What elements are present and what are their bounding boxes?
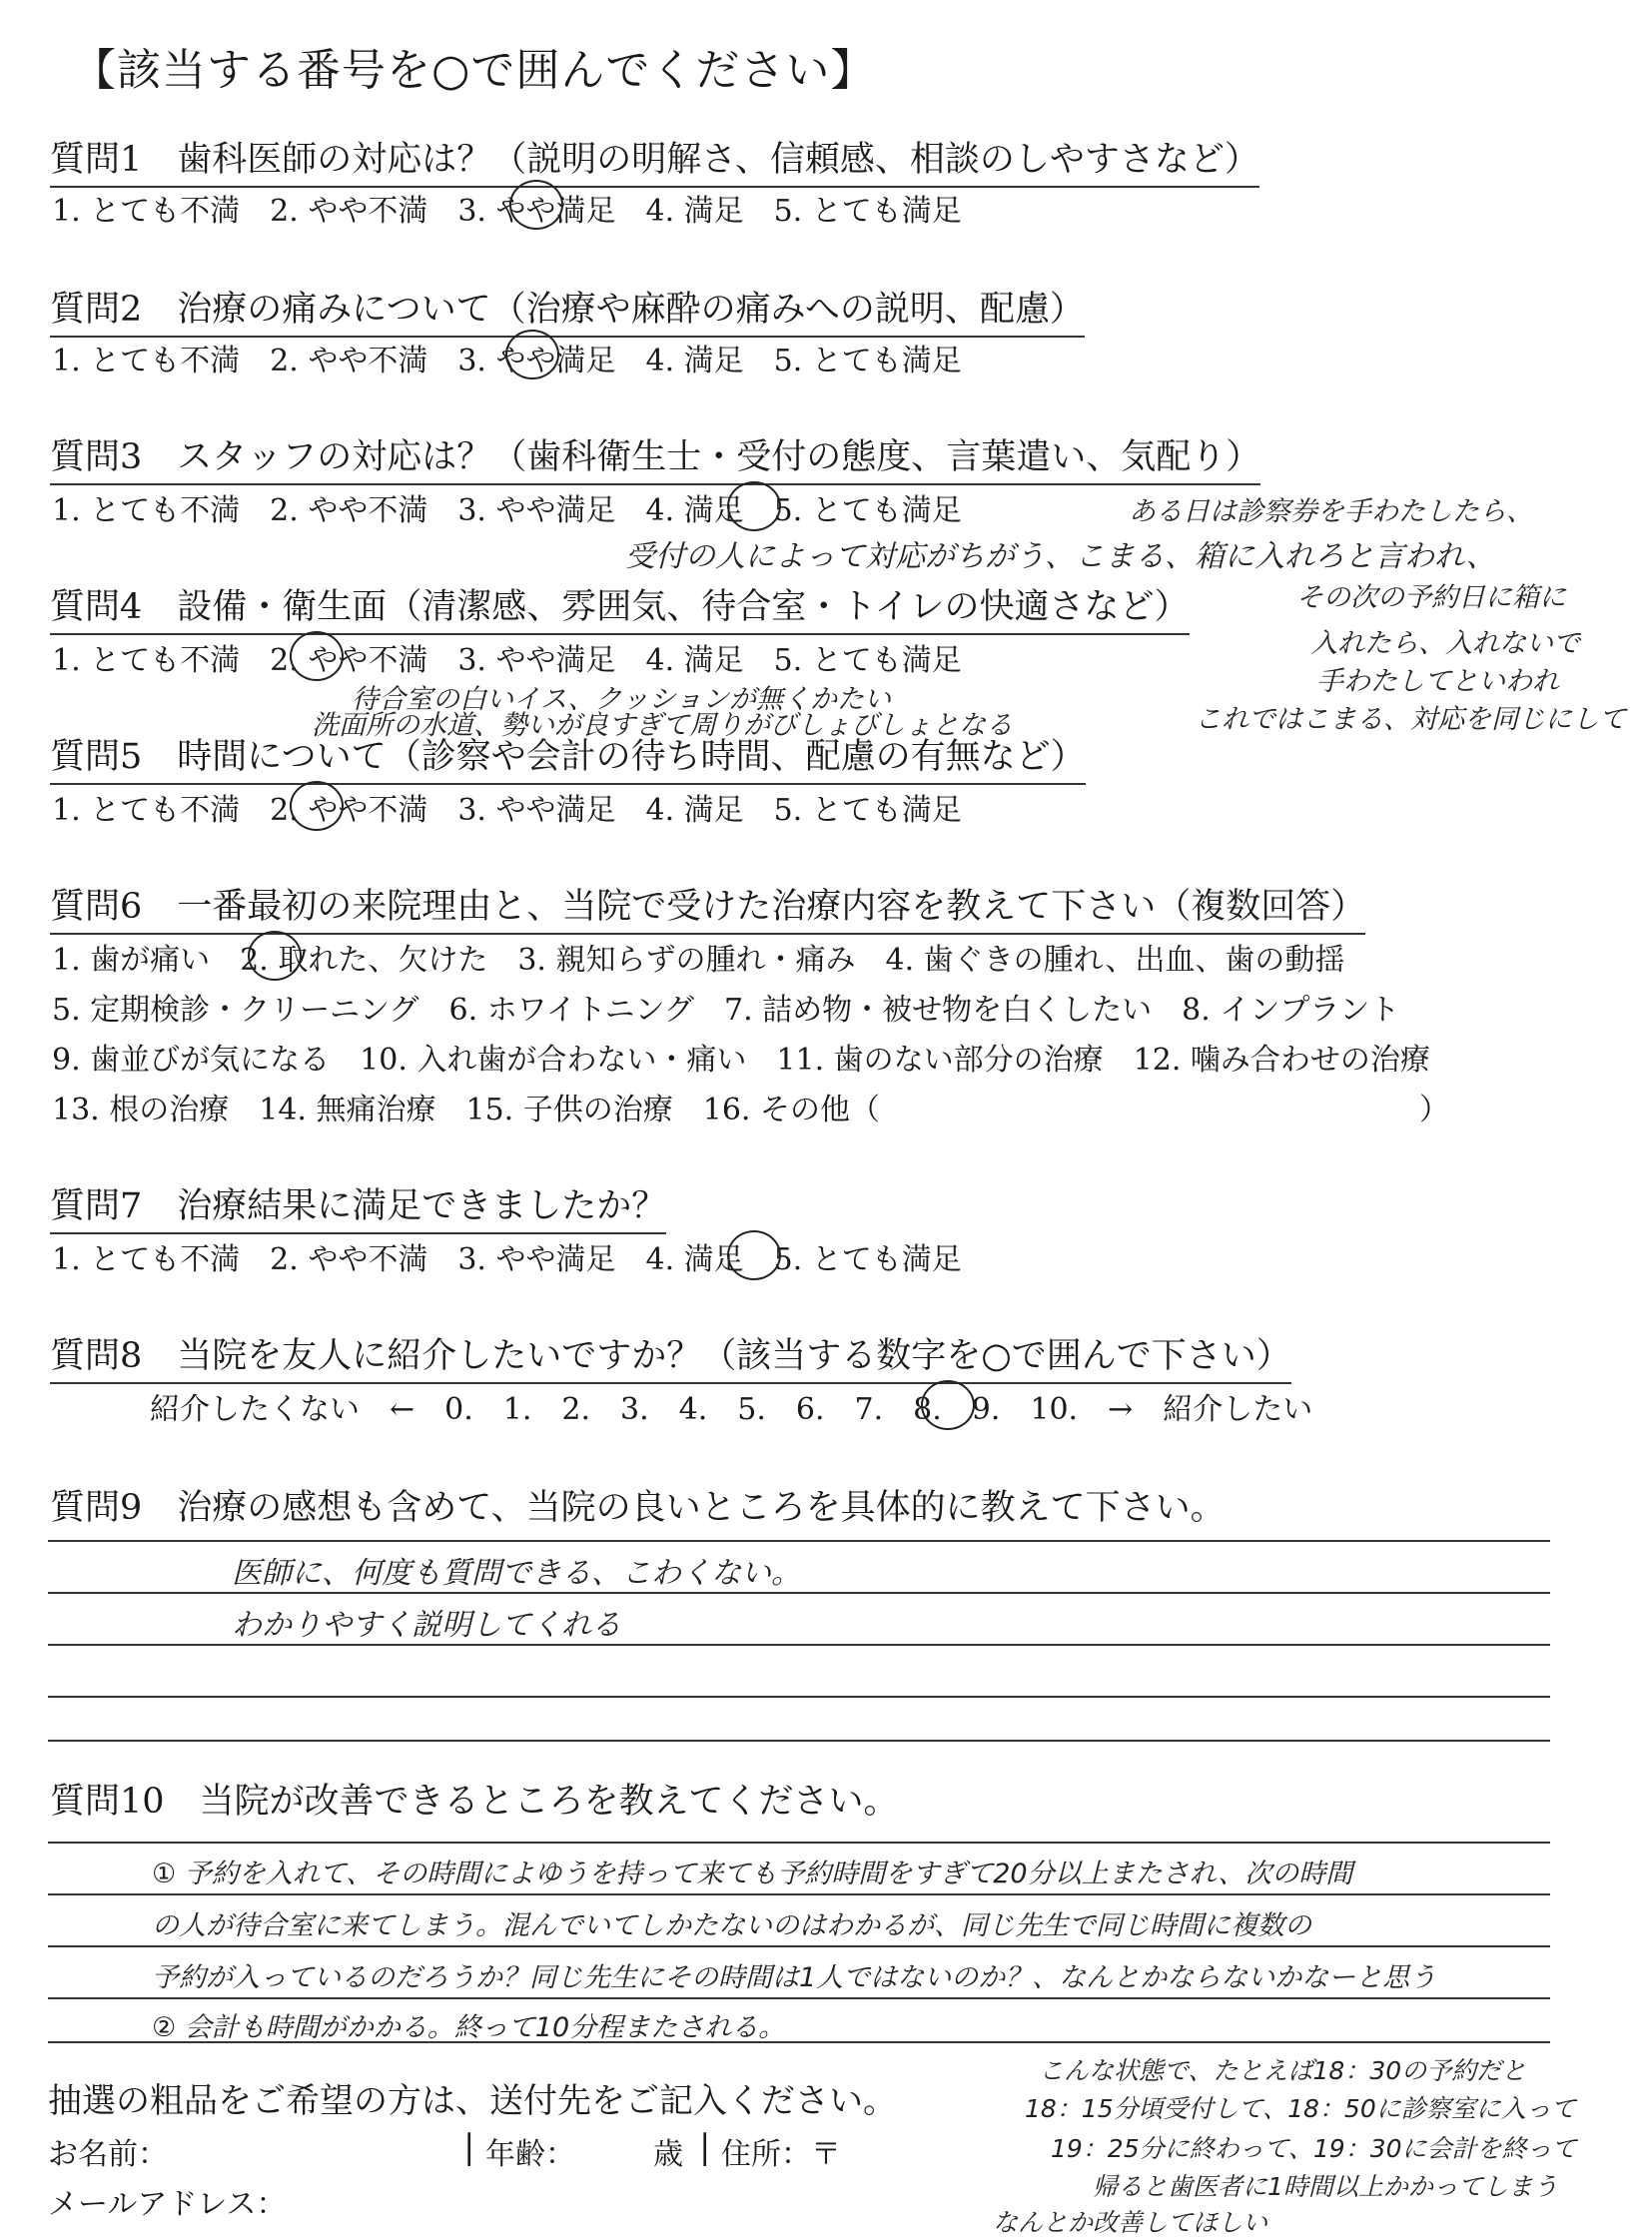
question-6-row-1[interactable]: 1. 歯が痛い 2. 取れた、欠けた 3. 親知らずの腫れ・痛み 4. 歯ぐきの腫れ、出血、歯の動揺 bbox=[52, 943, 1345, 978]
question-2-label: 質問2 治療の痛みについて（治療や麻酔の痛みへの説明、配慮） bbox=[50, 282, 1085, 338]
question-8-selected-circle bbox=[921, 1380, 975, 1430]
age-label: 年齢： bbox=[485, 2137, 575, 2172]
question-3-handwritten-4: 入れたら、入れないで bbox=[1310, 628, 1580, 659]
question-5-label: 質問5 時間について（診察や会計の待ち時間、配慮の有無など） bbox=[50, 729, 1086, 785]
question-6-selected-circle bbox=[248, 931, 302, 981]
question-3-handwritten-2: 受付の人によって対応がちがう、こまる、箱に入れろと言われ、 bbox=[625, 539, 1496, 574]
question-7-selected-circle bbox=[727, 1230, 781, 1280]
question-3-options[interactable]: 1. とても不満 2. やや不満 3. やや満足 4. 満足 5. とても満足 bbox=[52, 493, 962, 528]
question-10-side-note-2: 18：15分頃受付して、18：50に診察室に入って bbox=[1025, 2094, 1576, 2123]
question-4-handwritten-2: 洗面所の水道、勢いが良すぎて周りがびしょびしょとなる bbox=[312, 710, 1013, 741]
question-10-label: 質問10 当院が改善できるところを教えてください。 bbox=[50, 1782, 899, 1822]
answer-line bbox=[48, 1842, 1550, 1844]
name-label: お名前： bbox=[48, 2137, 168, 2172]
question-9-answer-1: 医師に、何度も質問できる、こわくない。 bbox=[232, 1556, 801, 1591]
prize-instruction: 抽選の粗品をご希望の方は、送付先をご記入ください。 bbox=[48, 2081, 897, 2121]
question-1-label: 質問1 歯科医師の対応は？（説明の明解さ、信頼感、相談のしやすさなど） bbox=[50, 132, 1259, 188]
question-7-options[interactable]: 1. とても不満 2. やや不満 3. やや満足 4. 満足 5. とても満足 bbox=[52, 1242, 962, 1277]
answer-line bbox=[48, 1540, 1550, 1542]
page-title: 【該当する番号を○で囲んでください】 bbox=[72, 45, 876, 96]
question-2-selected-circle bbox=[505, 330, 559, 379]
answer-line bbox=[48, 1945, 1550, 1947]
address-label: 住所：〒 bbox=[721, 2137, 841, 2172]
question-2-options[interactable]: 1. とても不満 2. やや不満 3. やや満足 4. 満足 5. とても満足 bbox=[52, 344, 962, 378]
question-6-row-4[interactable]: 13. 根の治療 14. 無痛治療 15. 子供の治療 16. その他（ ） bbox=[52, 1093, 1449, 1127]
answer-line bbox=[48, 1644, 1550, 1646]
question-7-label: 質問7 治療結果に満足できましたか？ bbox=[50, 1178, 666, 1234]
question-10-answer-2: の人が待合室に来てしまう。混んでいてしかたないのはわかるが、同じ先生で同じ時間に複数の bbox=[152, 1910, 1311, 1941]
question-10-answer-1: ① 予約を入れて、その時間によゆうを持って来ても予約時間をすぎて20分以上またされ、次の時間 bbox=[152, 1859, 1353, 1889]
answer-line bbox=[48, 1740, 1550, 1742]
question-6-label: 質問6 一番最初の来院理由と、当院で受けた治療内容を教えて下さい（複数回答） bbox=[50, 879, 1365, 935]
answer-line bbox=[48, 1696, 1550, 1698]
question-3-handwritten-3: その次の予約日に箱に bbox=[1296, 582, 1566, 613]
answer-line bbox=[48, 1592, 1550, 1594]
question-10-side-note-3: 19：25分に終わって、19：30に会計を終って bbox=[1051, 2134, 1577, 2163]
email-label: メールアドレス： bbox=[48, 2187, 287, 2222]
question-8-label: 質問8 当院を友人に紹介したいですか？（該当する数字を○で囲んで下さい） bbox=[50, 1328, 1291, 1384]
question-4-selected-circle bbox=[290, 631, 344, 681]
question-5-selected-circle bbox=[290, 781, 344, 831]
question-10-side-note-5: なんとか改善してほしい bbox=[993, 2208, 1268, 2237]
question-10-side-note-1: こんな状態で、たとえば18：30の予約だと bbox=[1039, 2056, 1527, 2085]
question-9-label: 質問9 治療の感想も含めて、当院の良いところを具体的に教えて下さい。 bbox=[50, 1488, 1226, 1528]
question-6-row-3[interactable]: 9. 歯並びが気になる 10. 入れ歯が合わない・痛い 11. 歯のない部分の治療 12. 噛み合わせの治療 bbox=[52, 1043, 1430, 1078]
question-3-label: 質問3 スタッフの対応は？（歯科衛生士・受付の態度、言葉遣い、気配り） bbox=[50, 429, 1260, 485]
answer-line bbox=[48, 1893, 1550, 1895]
question-10-answer-4: ② 会計も時間がかかる。終って10分程またされる。 bbox=[152, 2012, 786, 2043]
question-3-handwritten-5: 手わたしてといわれ bbox=[1316, 666, 1559, 697]
question-4-options[interactable]: 1. とても不満 2. やや不満 3. やや満足 4. 満足 5. とても満足 bbox=[52, 643, 962, 678]
age-unit: 歳 bbox=[653, 2137, 683, 2172]
question-3-handwritten-1: ある日は診察券を手わたしたら、 bbox=[1129, 496, 1533, 527]
question-4-label: 質問4 設備・衛生面（清潔感、雰囲気、待合室・トイレの快適さなど） bbox=[50, 579, 1190, 635]
field-divider: | bbox=[463, 2127, 475, 2167]
question-3-handwritten-6: これではこまる、対応を同じにして bbox=[1195, 704, 1626, 735]
question-5-options[interactable]: 1. とても不満 2. やや不満 3. やや満足 4. 満足 5. とても満足 bbox=[52, 793, 962, 828]
field-divider: | bbox=[699, 2127, 711, 2167]
answer-line bbox=[48, 1997, 1550, 1999]
question-9-answer-2: わかりやすく説明してくれる bbox=[232, 1608, 621, 1643]
question-6-row-2[interactable]: 5. 定期検診・クリーニング 6. ホワイトニング 7. 詰め物・被せ物を白くしたい 8. インプラント bbox=[52, 993, 1400, 1028]
question-3-selected-circle bbox=[727, 481, 781, 531]
question-10-side-note-4: 帰ると歯医者に1時間以上かかってしまう bbox=[1093, 2172, 1558, 2201]
question-4-handwritten-1: 待合室の白いイス、クッションが無くかたい bbox=[352, 684, 891, 715]
question-8-scale[interactable]: 紹介したくない ← 0. 1. 2. 3. 4. 5. 6. 7. 8. 9. 10. → 紹介したい bbox=[150, 1392, 1313, 1427]
question-1-options[interactable]: 1. とても不満 2. やや不満 3. やや満足 4. 満足 5. とても満足 bbox=[52, 194, 962, 229]
question-1-selected-circle bbox=[509, 180, 563, 230]
question-10-answer-3: 予約が入っているのだろうか？同じ先生にその時間は1人ではないのか？、なんとかならないかなーと思う bbox=[152, 1962, 1437, 1993]
